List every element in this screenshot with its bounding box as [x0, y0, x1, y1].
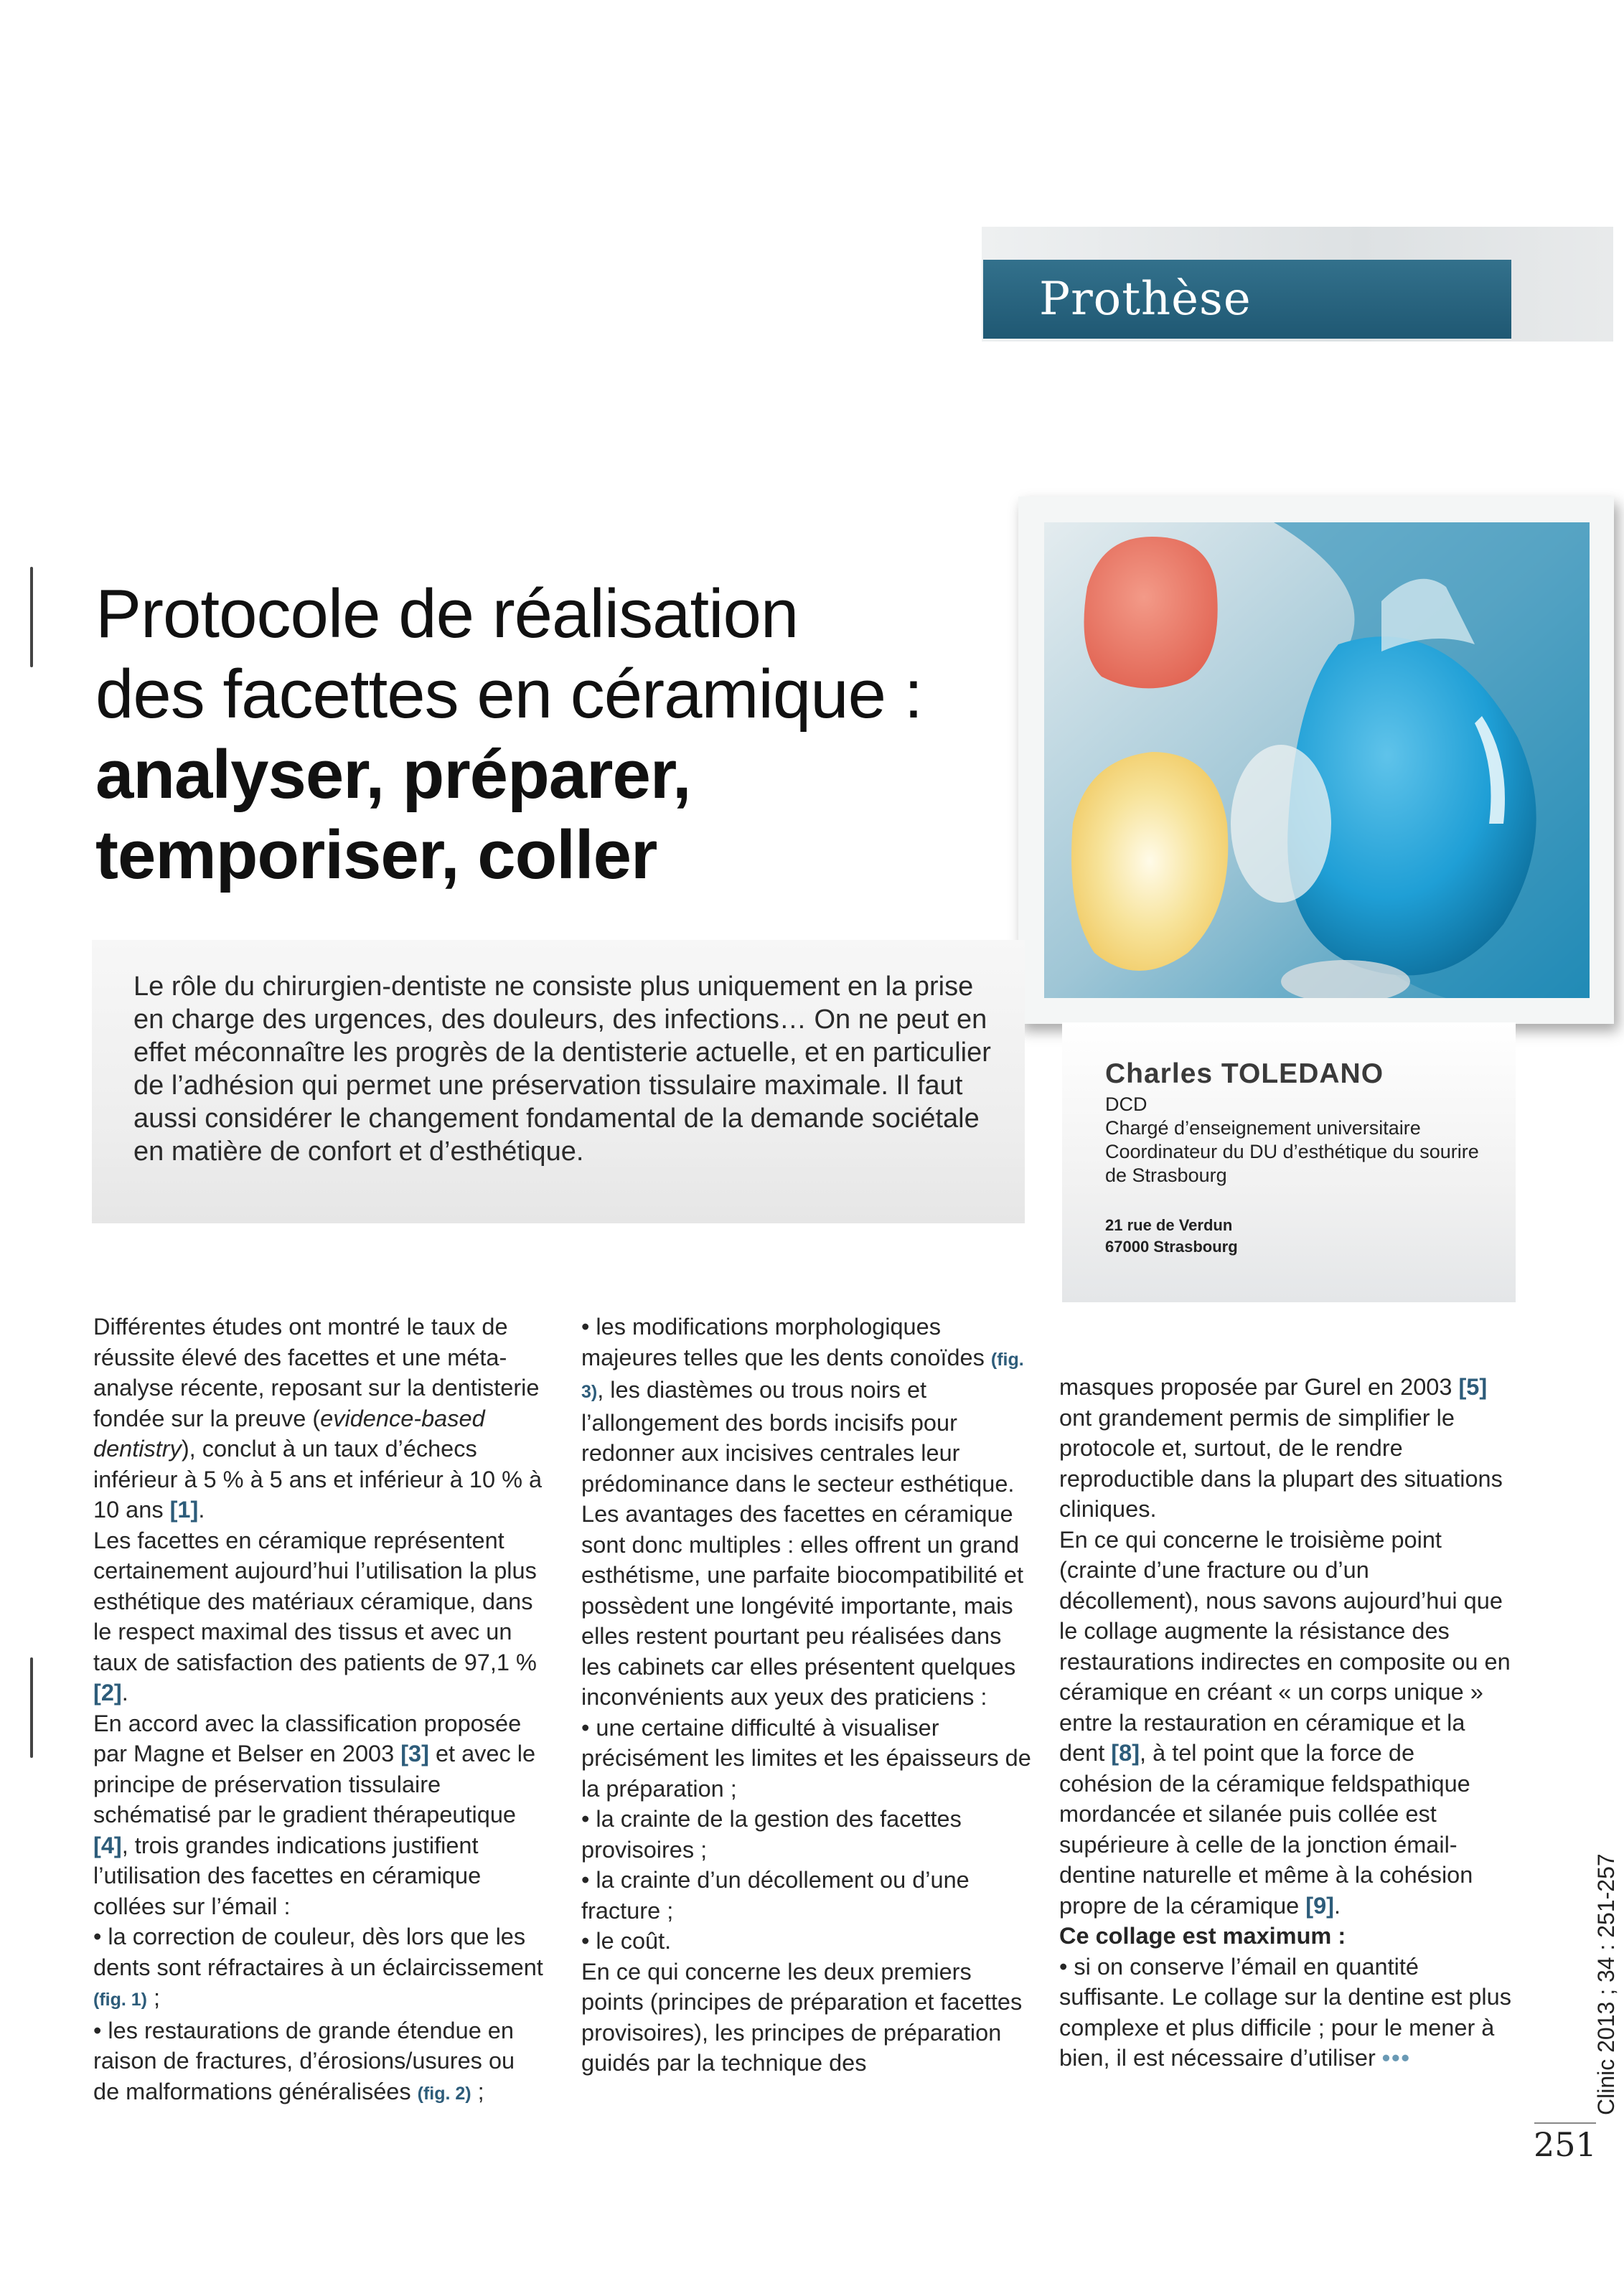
veneers-illustration	[1044, 522, 1590, 998]
address-line: 21 rue de Verdun	[1105, 1216, 1233, 1234]
text-run: , les diastèmes ou trous noirs et l’allongement des bords incisifs pour redonner aux incisives centrales leur prédominance dans le secteur esthétique.	[581, 1377, 1015, 1497]
scan-margin-mark	[30, 567, 33, 667]
text-run: ), conclut à un taux d’échecs inférieur à 5 % à 5 ans et inférieur à 10 % à 10 ans	[93, 1436, 543, 1523]
bullet-item	[581, 1312, 1033, 1499]
scan-margin-mark	[30, 1657, 33, 1758]
text-run: En ce qui concerne le troisième point (crainte d’une fracture ou d’un décollement), nous savons aujourd’hui que le collage augmente la résistance des restaurations indirectes en composite ou en céramique en créant « un corps unique » entre la restauration en céramique et la dent	[1059, 1526, 1511, 1766]
text-run: • les restaurations de grande étendue en raison de fractures, d’érosions/usures ou de malformations généralisées	[93, 2017, 515, 2104]
reference-4: [4]	[93, 1832, 122, 1858]
text-run: ;	[147, 1985, 161, 2010]
figure-reference-2: (fig. 2)	[417, 2083, 471, 2104]
subheading: Ce collage est maximum :	[1059, 1923, 1346, 1949]
text-run: masques proposée par Gurel en 2003	[1059, 1374, 1459, 1400]
text-run-italic: evidence-based dentistry	[93, 1405, 485, 1462]
title-line-bold: analyser, préparer,	[95, 736, 691, 813]
paragraph	[1059, 1372, 1511, 1525]
reference-9: [9]	[1305, 1892, 1334, 1919]
bullet-item: • une certaine difficulté à visualiser précisément les limites et les épaisseurs de la préparation ;	[581, 1714, 1031, 1802]
bullet-item	[93, 1921, 545, 2015]
reference-2: [2]	[93, 1680, 122, 1705]
continued-marker: •••	[1381, 2045, 1411, 2071]
veneers-photo	[1018, 497, 1614, 1024]
page-number: 251	[1534, 2125, 1597, 2164]
text-run: ont grandement permis de simplifier le protocole et, surtout, de le rendre reproductible dans la plupart des situations cliniques.	[1059, 1404, 1503, 1522]
author-address	[1105, 1215, 1238, 1258]
paragraph	[93, 1708, 545, 1922]
paragraph: En ce qui concerne les deux premiers points (principes de préparation et facettes provisoires), les principes de préparation guidés par la technique des	[581, 1958, 1023, 2076]
page-number-rule	[1534, 2122, 1596, 2124]
text-run: • les modifications morphologiques majeures telles que les dents conoïdes	[581, 1314, 991, 1370]
body-column-3	[1059, 1372, 1511, 2074]
article-title	[95, 574, 1050, 895]
reference-8: [8]	[1111, 1740, 1140, 1766]
text-run: .	[1333, 1892, 1341, 1919]
text-run: , à tel point que la force de cohésion de la céramique feldspathique mordancée et silanée puis collée est supérieure à celle de la jonction émail-dentine naturelle et même à la cohésion propre de la céramique	[1059, 1740, 1473, 1919]
title-line: Protocole de réalisation	[95, 575, 799, 652]
journal-citation: Clinic 2013 ; 34 : 251-257	[1593, 1853, 1619, 2115]
text-run: • si on conserve l’émail en quantité suffisante. Le collage sur la dentine est plus complexe et plus difficile ; pour le mener à bien, il est nécessaire d’utiliser	[1059, 1953, 1511, 2071]
text-run: Différentes études ont montré le taux de réussite élevé des facettes et une méta-analyse récente, reposant sur la dentisterie fondée sur la preuve (	[93, 1314, 540, 1431]
title-line: des facettes en céramique :	[95, 656, 923, 733]
paragraph	[93, 1312, 545, 1525]
reference-1: [1]	[169, 1497, 199, 1523]
figure-reference-3: (fig. 3)	[581, 1349, 1024, 1402]
author-role: Coordinateur du DU d’esthétique du sourire de Strasbourg	[1105, 1141, 1479, 1186]
body-column-1	[93, 1312, 545, 2109]
text-run: .	[121, 1680, 128, 1705]
paragraph	[93, 1525, 545, 1708]
reference-5: [5]	[1458, 1374, 1488, 1400]
text-run: Les facettes en céramique représentent certainement aujourd’hui l’utilisation la plus esthétique des matériaux céramique, dans le respect maximal des tissus et avec un taux de satisfaction des patients de 97,1 %	[93, 1527, 537, 1675]
paragraph	[1059, 1525, 1511, 1921]
address-line: 67000 Strasbourg	[1105, 1238, 1238, 1256]
author-role: Chargé d’enseignement universitaire	[1105, 1117, 1421, 1139]
author-degree: DCD	[1105, 1093, 1147, 1115]
paragraph: Les avantages des facettes en céramique sont donc multiples : elles offrent un grand esthétisme, une parfaite biocompatibilité et possèdent une longévité importante, mais elles restent pourtant peu réalisées dans les cabinets car elles présentent quelques inconvénients aux yeux des praticiens :	[581, 1501, 1024, 1710]
text-run: , trois grandes indications justifient l’utilisation des facettes en céramique collées sur l’émail :	[93, 1832, 482, 1919]
text-run: .	[198, 1497, 205, 1523]
author-name: Charles TOLEDANO	[1105, 1058, 1384, 1089]
bullet-item: • la crainte d’un décollement ou d’une fracture ;	[581, 1867, 970, 1924]
text-run: et avec le principe de préservation tissulaire schématisé par le gradient thérapeutique	[93, 1741, 536, 1827]
bullet-item: • la crainte de la gestion des facettes provisoires ;	[581, 1806, 962, 1863]
text-run: • la correction de couleur, dès lors que les dents sont réfractaires à un éclaircissement	[93, 1924, 543, 1980]
lead-paragraph: Le rôle du chirurgien-dentiste ne consiste plus uniquement en la prise en charge des urgences, des douleurs, des infections… On ne peut en effet méconnaître les progrès de la dentisterie actuelle, et en particulier de l’adhésion qui permet une préservation tissulaire maximale. Il faut aussi considérer le changement fondamental de la demande sociétale en matière de confort et d’esthétique.	[133, 971, 991, 1167]
body-column-2	[581, 1312, 1033, 2079]
bullet-item	[93, 2015, 545, 2109]
title-line-bold: temporiser, coller	[95, 817, 657, 893]
bullet-item: • le coût.	[581, 1928, 672, 1954]
figure-reference-1: (fig. 1)	[93, 1990, 147, 2010]
bullet-item	[1059, 1952, 1511, 2074]
text-run: ;	[471, 2078, 484, 2104]
text-run: En accord avec la classification proposée par Magne et Belser en 2003	[93, 1710, 522, 1766]
author-credentials	[1105, 1093, 1493, 1187]
reference-3: [3]	[400, 1741, 429, 1766]
section-banner: Prothèse esthétique	[983, 260, 1511, 339]
